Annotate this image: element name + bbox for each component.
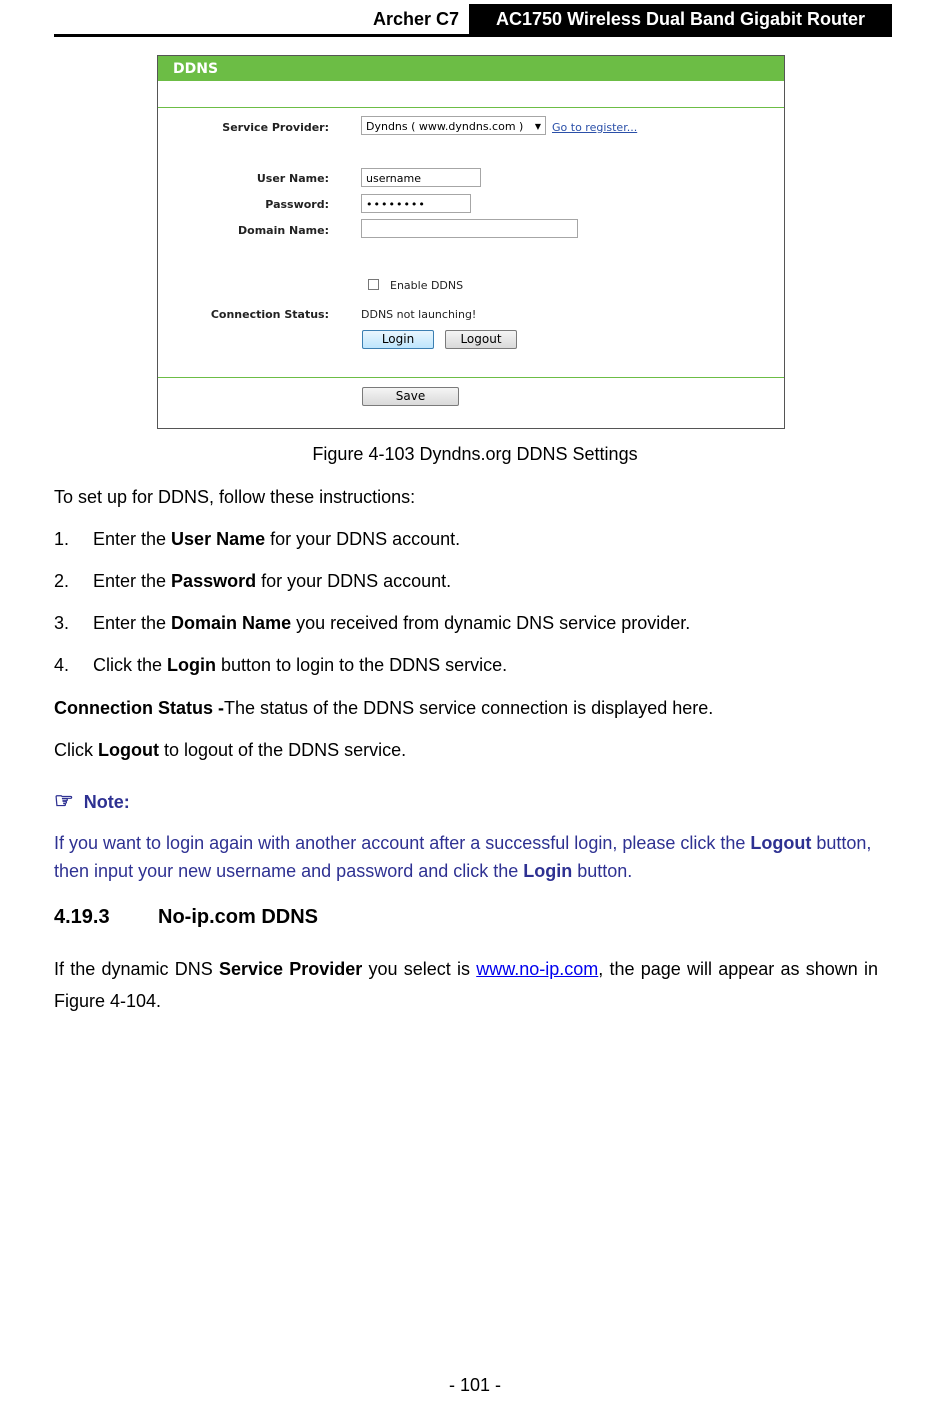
instructions-intro: To set up for DDNS, follow these instructions: [54,487,416,507]
header-model: Archer C7 [372,9,459,29]
service-provider-select[interactable] [361,116,546,135]
panel-divider [158,107,784,108]
enable-ddns-label: Enable DDNS [390,279,464,292]
figure-caption: Figure 4-103 Dyndns.org DDNS Settings [312,444,638,464]
save-button[interactable]: Save [362,387,459,406]
logout-description: Click Logout to logout of the DDNS service. [54,740,407,760]
connection-status-label: Connection Status: [210,308,329,321]
logout-button[interactable]: Logout [445,330,517,349]
service-provider-value: Dyndns ( www.dyndns.com ) [366,120,524,133]
service-provider-label: Service Provider: [222,121,329,134]
step-item: 1. Enter the User Name for your DDNS account. [54,529,461,549]
password-input[interactable]: •••••••• [361,194,471,213]
noip-intro-paragraph: If the dynamic DNS Service Provider you select is www.no-ip.com, the page will appear as shown in Figure 4-104. [54,959,878,1011]
page-header [54,4,892,37]
password-label: Password: [265,198,329,211]
go-to-register-link[interactable]: Go to register... [552,121,638,134]
note-heading: ☞ Note: [54,788,130,813]
panel-divider [158,377,784,378]
noip-link[interactable]: www.no-ip.com [476,959,599,979]
step-item: 3. Enter the Domain Name you received from dynamic DNS service provider. [54,613,691,633]
connection-status-value: DDNS not launching! [361,308,477,321]
section-heading [54,906,318,929]
note-text: If you want to login again with another account after a successful login, please click the Logout button, then input your new username and password and click the Login button. [54,833,872,881]
enable-ddns-checkbox[interactable] [368,279,379,290]
ddns-settings-panel [157,55,785,429]
domain-name-label: Domain Name: [238,224,329,237]
section-number: 4.19.3 [54,906,110,928]
section-title: No-ip.com DDNS [158,906,318,928]
page-number: - 101 - [448,1375,502,1395]
chevron-down-icon: ▼ [534,122,541,131]
header-title: AC1750 Wireless Dual Band Gigabit Router [469,4,892,34]
pointing-hand-icon: ☞ [54,788,74,813]
panel-title: DDNS [158,56,784,81]
username-label: User Name: [256,172,329,185]
username-input[interactable]: username [361,168,481,187]
step-item: 4. Click the Login button to login to the DDNS service. [54,655,508,675]
connection-status-description: Connection Status -The status of the DDNS service connection is displayed here. [54,698,714,718]
domain-name-input[interactable] [361,219,578,238]
login-button[interactable]: Login [362,330,434,349]
step-item: 2. Enter the Password for your DDNS account. [54,571,452,591]
